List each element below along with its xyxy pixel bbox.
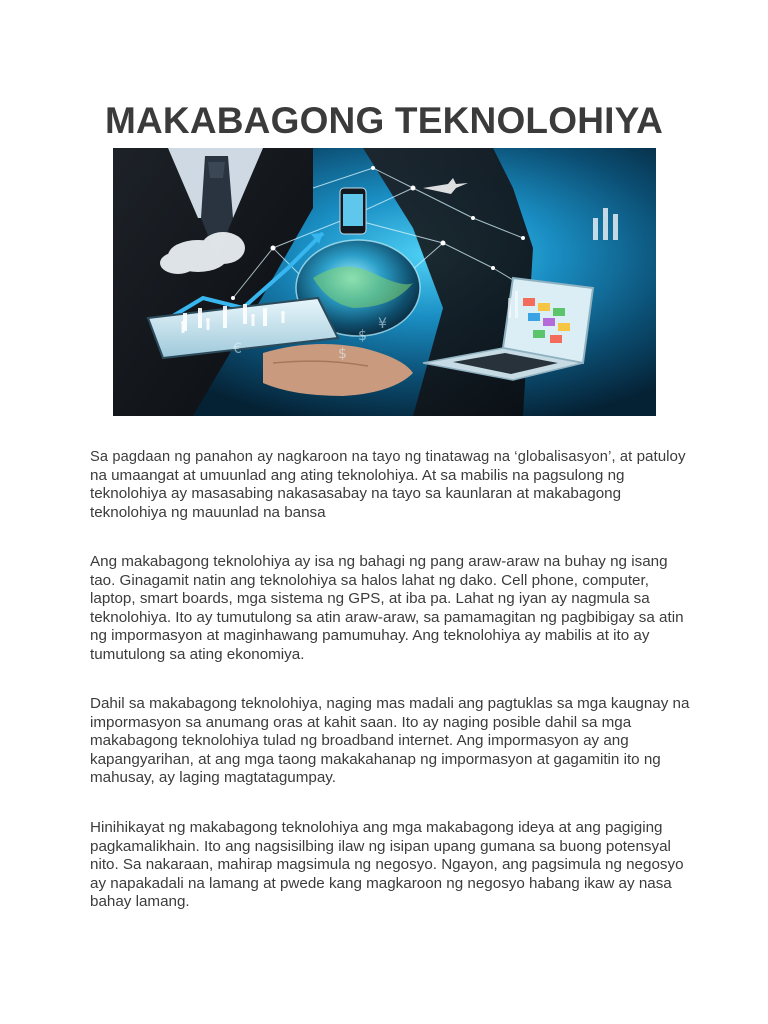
- svg-text:$: $: [358, 328, 367, 344]
- paragraph-3: Dahil sa makabagong teknolohiya, naging mas madali ang pagtuklas sa mga kaugnay na impormasyon sa anumang oras at kahit saan. Ito ay naging posible dahil sa mga makabagong teknolohiya tulad ng broadband internet. Ang impormasyon ay ang kapangyarihan, at ang mga taong makakahanap ng impormasyon at gagamitin ito ng mahusay, ay laging magtatagumpay.: [90, 695, 690, 787]
- paragraph-2: Ang makabagong teknolohiya ay isa ng bahagi ng pang araw-araw na buhay ng isang tao. Ginagamit natin ang teknolohiya sa halos lahat ng dako. Cell phone, computer, laptop, smart boards, mga sistema ng GPS, at iba pa. Lahat ng iyan ay nagmula sa teknolohiya. Ito ay tumutulong sa atin araw-araw, sa pamamagitan ng pagbibigay sa atin ng impormasyon at maginhawang pamumuhay. Ang teknolohiya ay mabilis at ito ay tumutulong sa ating ekonomiya.: [90, 553, 684, 663]
- paragraph-1-rest: patuloy na umaangat at umuunlad ang ating teknolohiya. At sa mabilis na pagsulong ng teknolohiya ay masasabing nakasasabay na tayo sa kaunlaran at makabagong teknolohiya ng mauunlad na bansa: [90, 448, 686, 521]
- paragraph-4: Hinihikayat ng makabagong teknolohiya ang mga makabagong ideya at ang pagiging pagkamalikhain. Ito ang nagsisilbing ilaw ng isipan upang gumana sa buong potensyal nito. Sa nakaraan, mahirap magsimula ng negosyo. Ngayon, ang pagsimula ng negosyo ay napakadali na lamang at pwede kang magkaroon ng negosyo habang ikaw ay nasa bahay lamang.: [90, 819, 684, 911]
- page-title: MAKABAGONG TEKNOLOHIYA: [104, 100, 664, 141]
- hero-image: [113, 148, 656, 416]
- paragraph-1: [90, 448, 690, 522]
- svg-text:€: €: [233, 341, 242, 357]
- svg-text:$: $: [338, 346, 347, 362]
- svg-text:¥: ¥: [378, 316, 387, 332]
- paragraph-1-lead: Sa pagdaan ng panahon ay nagkaroon na tayo ng tinatawag na ‘globalisasyon’, at: [90, 449, 633, 465]
